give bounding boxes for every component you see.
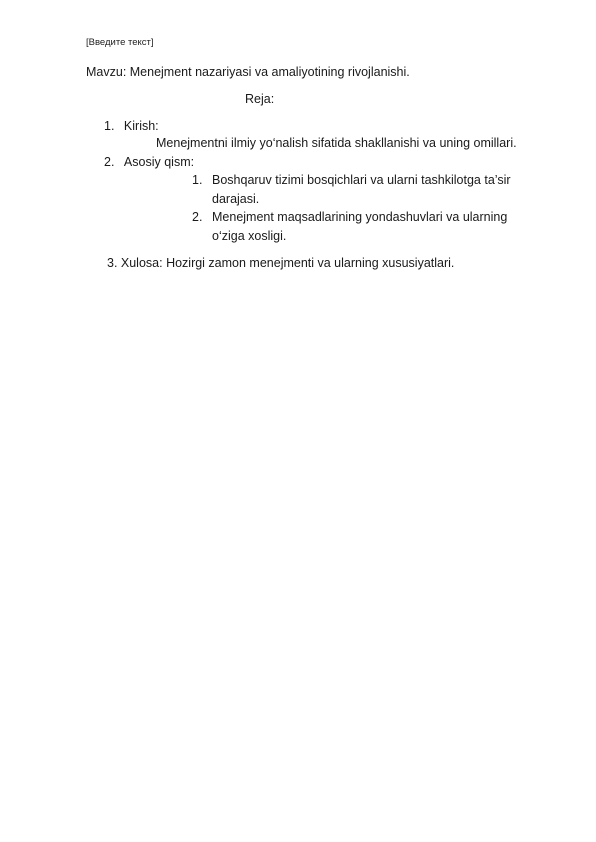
list-item-label: Kirish: [123,119,159,133]
sub-list-item-line: Boshqaruv tizimi bosqichlari va ularni tashkilotga ta’sir [212,173,511,187]
sub-list-number: 1. [192,173,203,187]
list-number: 1. [104,119,115,133]
header-placeholder[interactable]: [Введите текст] [86,37,154,48]
conclusion-line: 3. Xulosa: Hozirgi zamon menejmenti va ularning xususiyatlari. [107,256,455,270]
sub-list-item-line: darajasi. [212,192,260,206]
sub-list-item-line: Menejment maqsadlarining yondashuvlari va ularning [212,210,508,224]
list-item-label: Asosiy qism: [123,155,195,169]
sub-list-number: 2. [192,210,203,224]
list-number: 2. [104,155,115,169]
list-item-1 [104,118,159,134]
sub-list-item-line: o‘ziga xosligi. [212,229,287,243]
topic-line: Mavzu: Menejment nazariyasi va amaliyotining rivojlanishi. [86,65,410,79]
list-item-2 [104,154,194,170]
list-item-1-description: Menejmentni ilmiy yo‘nalish sifatida shakllanishi va uning omillari. [156,136,517,150]
plan-title: Reja: [245,92,275,106]
